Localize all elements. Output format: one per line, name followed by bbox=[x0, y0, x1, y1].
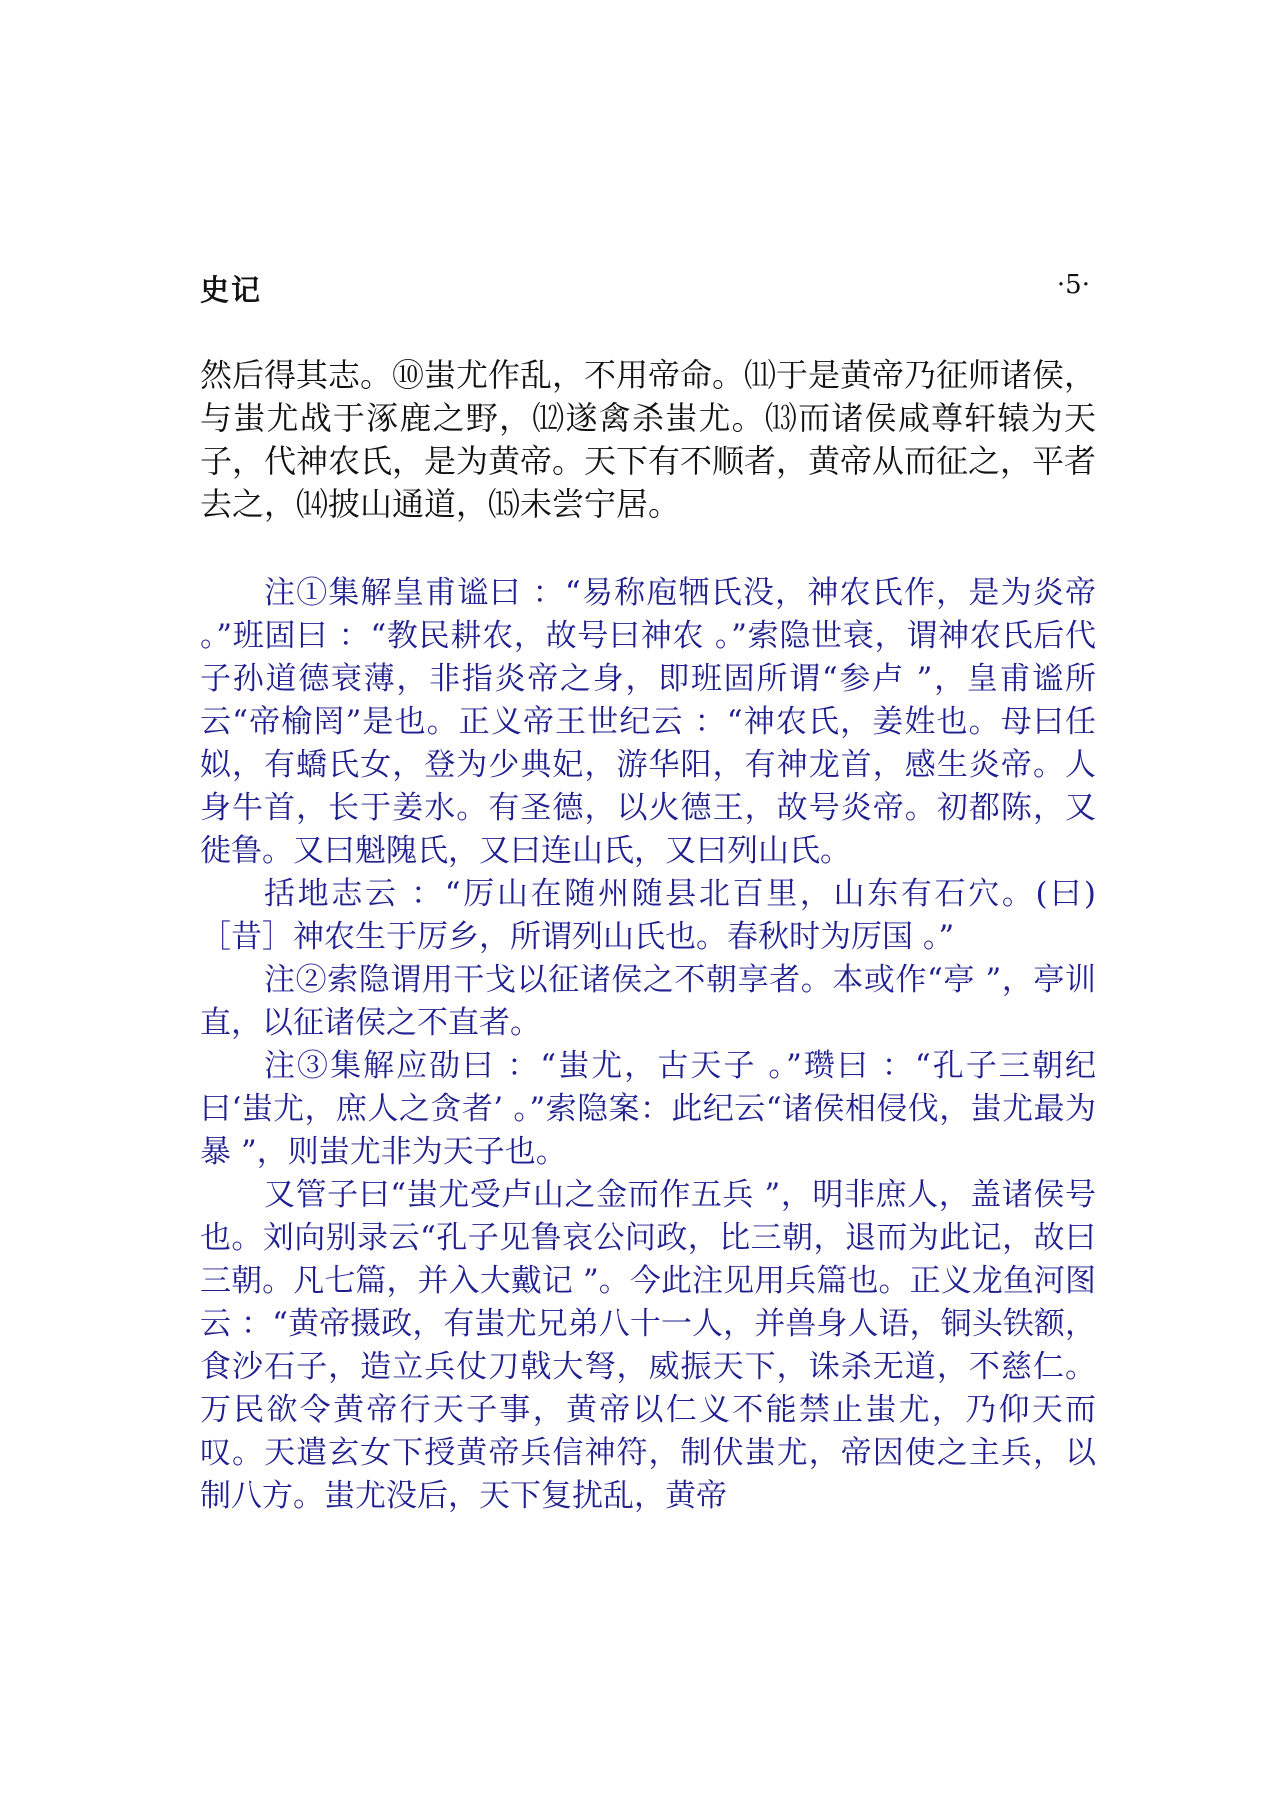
note-paragraph: 又管子曰“蚩尤受卢山之金而作五兵 ”，明非庶人，盖诸侯号也。刘向别录云“孔子见鲁哀公问政，比三朝，退而为此记，故曰三朝。凡七篇，并入大戴记 ”。今此注见用兵篇也。正义龙鱼河图云 ：“黄帝摄政，有蚩尤兄弟八十一人，并兽身人语，铜头铁额，食沙石子，造立兵仗刀戟大弩，威振天下，诛杀无道，不慈仁。万民欲令黄帝行天子事，黄帝以仁义不能禁止蚩尤，乃仰天而叹。天遣玄女下授黄帝兵信神符，制伏蚩尤，帝因使之主兵，以制八方。蚩尤没后，天下复扰乱，黄帝 bbox=[200, 1177, 1096, 1514]
page-number: ·5· bbox=[1056, 270, 1090, 300]
page-header bbox=[200, 268, 1090, 308]
note-paragraph: 括地志云 ：“厉山在随州随县北百里，山东有石穴。(曰)［昔］神农生于厉乡，所谓列山氏也。春秋时为厉国 。” bbox=[200, 876, 1096, 955]
note-paragraph: 注①集解皇甫谧曰 ：“易称庖牺氏没，神农氏作，是为炎帝 。”班固曰 ：“教民耕农，故号曰神农 。”索隐世衰，谓神农氏后代子孙道德衰薄，非指炎帝之身，即班固所谓“参卢 ”，皇甫谧所云“帝榆罔”是也。正义帝王世纪云 ：“神农氏，姜姓也。母曰任姒，有蟜氏女，登为少典妃，游华阳，有神龙首，感生炎帝。人身牛首，长于姜水。有圣德，以火德王，故号炎帝。初都陈，又徙鲁。又曰魁隗氏，又曰连山氏，又曰列山氏。 bbox=[200, 575, 1096, 869]
book-title: 史记 bbox=[200, 273, 263, 307]
main-text: 然后得其志。⑩蚩尤作乱，不用帝命。⑾于是黄帝乃征师诸侯，与蚩尤战于涿鹿之野，⑿遂禽杀蚩尤。⒀而诸侯咸尊轩辕为天子，代神农氏，是为黄帝。天下有不顺者，黄帝从而征之，平者去之，⒁披山通道，⒂未尝宁居。 bbox=[200, 356, 1097, 523]
notes-section bbox=[200, 572, 1096, 1518]
note-paragraph: 注③集解应劭曰 ：“蚩尤，古天子 。”瓒曰 ：“孔子三朝纪曰‘蚩尤，庶人之贪者’ 。”索隐案：此纪云“诸侯相侵伐，蚩尤最为暴 ”，则蚩尤非为天子也。 bbox=[200, 1048, 1096, 1170]
note-paragraph: 注②索隐谓用干戈以征诸侯之不朝享者。本或作“亭 ”，亭训直，以征诸侯之不直者。 bbox=[200, 962, 1096, 1041]
